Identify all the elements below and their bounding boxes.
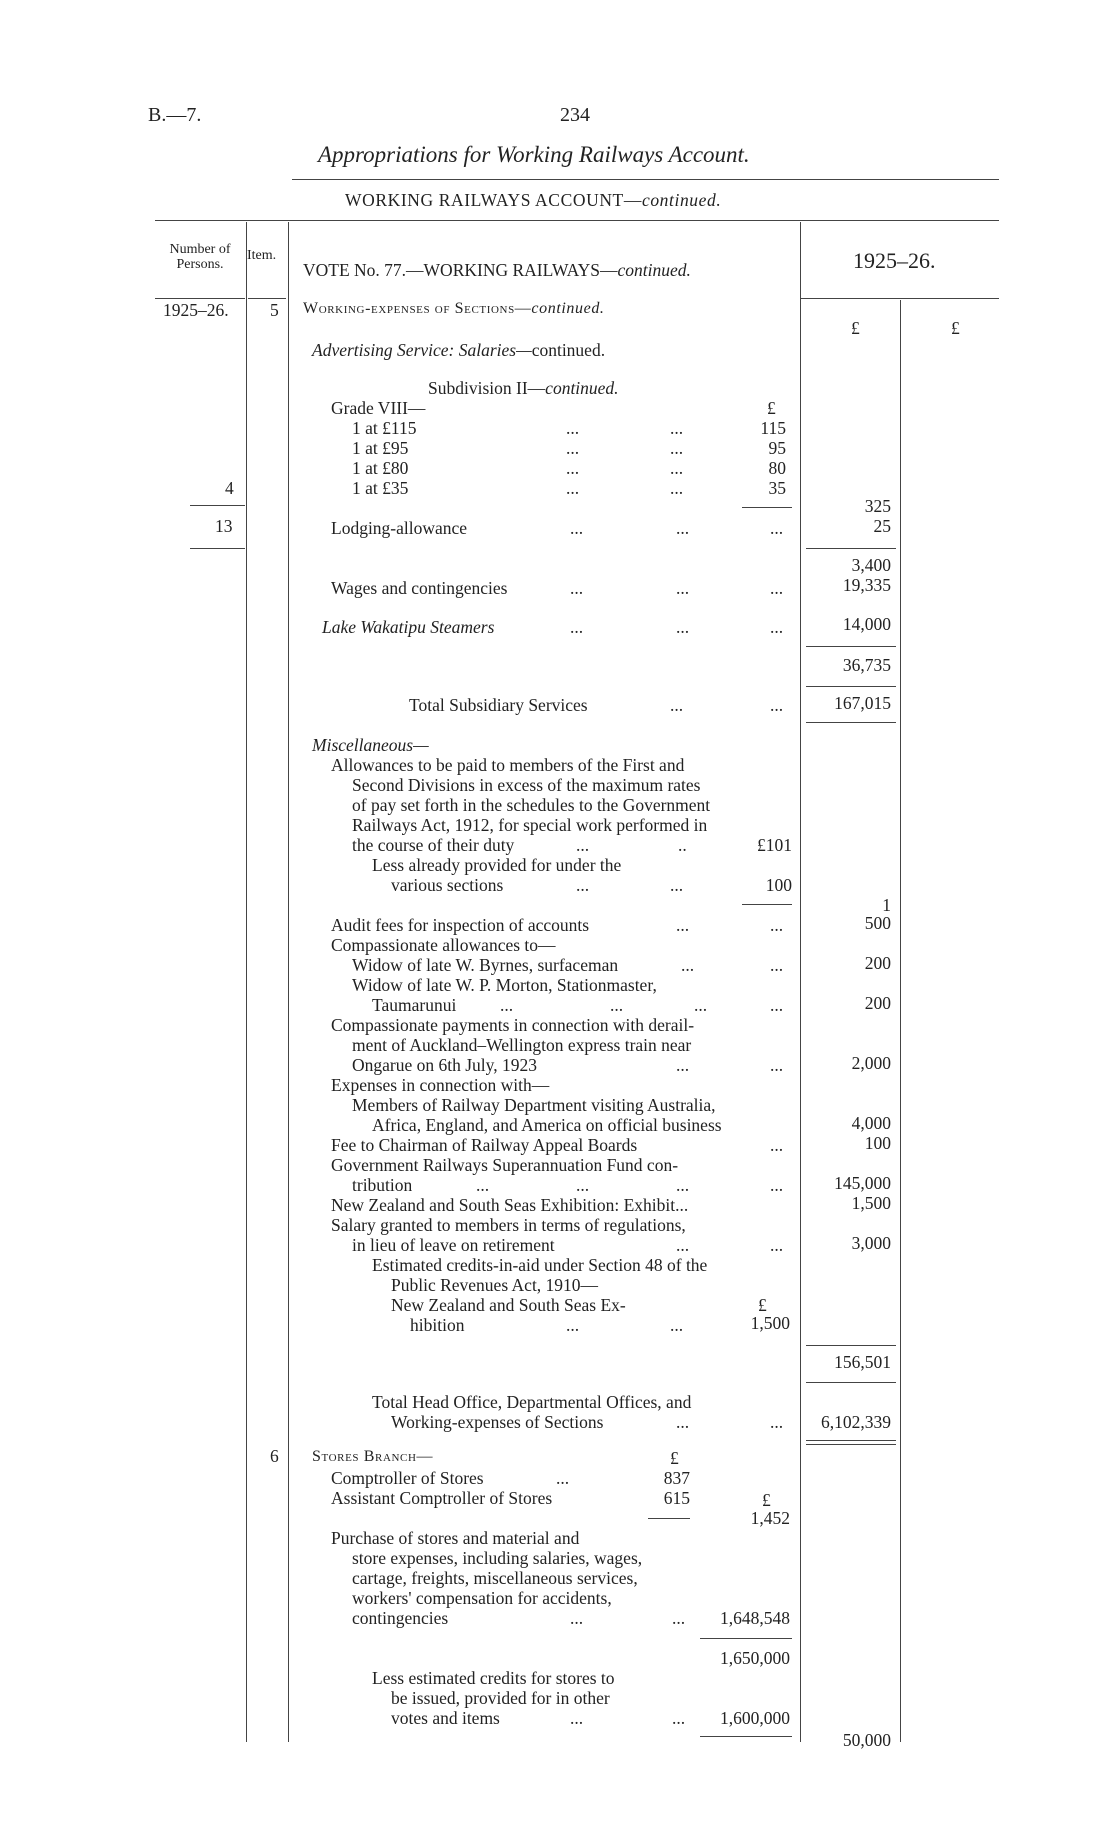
subtotal-rule bbox=[806, 548, 896, 549]
leader-dots: ... bbox=[770, 1135, 784, 1155]
leader-dots: ... bbox=[670, 695, 684, 715]
morton-label: Taumarunui bbox=[372, 995, 457, 1015]
grade-line-amount: 115 bbox=[760, 418, 786, 438]
section-total-under-rule bbox=[806, 686, 896, 687]
header-rule-year bbox=[801, 298, 999, 299]
leader-dots: ... bbox=[570, 617, 584, 637]
audit-label: Audit fees for inspection of accounts bbox=[331, 915, 590, 935]
assistant-label: Assistant Comptroller of Stores bbox=[331, 1488, 553, 1508]
leader-dots: ... bbox=[676, 1235, 690, 1255]
leader-dots: ... bbox=[570, 518, 584, 538]
exhibition-label: New Zealand and South Seas Exhibition: Exhibit... bbox=[331, 1195, 689, 1215]
grade-line-amount: 35 bbox=[768, 478, 786, 498]
credits-text: hibition bbox=[410, 1315, 465, 1335]
leader-dots: ... bbox=[676, 915, 690, 935]
head-office-rule-2 bbox=[806, 1444, 896, 1445]
leader-dots: ... bbox=[670, 438, 684, 458]
leader-dots: ... bbox=[570, 1608, 584, 1628]
leader-dots: ... bbox=[672, 1708, 686, 1728]
persons-year: 1925–26. bbox=[163, 300, 229, 320]
credits-text: New Zealand and South Seas Ex- bbox=[391, 1295, 626, 1315]
fee-amount: 100 bbox=[864, 1133, 891, 1153]
audit-amount: 500 bbox=[864, 913, 891, 933]
persons-lodging: 13 bbox=[215, 516, 233, 536]
leader-dots: ... bbox=[570, 578, 584, 598]
byrnes-label: Widow of late W. Byrnes, surfaceman bbox=[352, 955, 619, 975]
amount-column-rule bbox=[800, 222, 801, 1742]
leader-dots: ... bbox=[670, 418, 684, 438]
subsidiary-total: 167,015 bbox=[834, 693, 891, 713]
comptroller-label: Comptroller of Stores bbox=[331, 1468, 484, 1488]
year-header: 1925–26. bbox=[853, 248, 936, 273]
allowance-less-text: various sections bbox=[391, 875, 504, 895]
grade-sum-rule bbox=[742, 507, 792, 508]
vote-heading: VOTE No. 77.—WORKING RAILWAYS—continued. bbox=[303, 260, 691, 280]
leader-dots: ... bbox=[476, 1175, 490, 1195]
stores-gross: 1,650,000 bbox=[720, 1648, 790, 1668]
section-total: 36,735 bbox=[842, 655, 891, 675]
less-credits-text: Less estimated credits for stores to bbox=[372, 1668, 615, 1688]
leader-dots: ... bbox=[670, 1315, 684, 1335]
subsidiary-label: Total Subsidiary Services bbox=[409, 695, 588, 715]
item-number-6: 6 bbox=[270, 1446, 279, 1466]
page-number: 234 bbox=[560, 104, 590, 126]
compassionate-heading: Compassionate allowances to— bbox=[331, 935, 556, 955]
grade-line-label: 1 at £115 bbox=[352, 418, 417, 438]
staff-total: 1,452 bbox=[750, 1508, 790, 1528]
persons-rule-1 bbox=[190, 505, 245, 506]
purchase-text: contingencies bbox=[352, 1608, 449, 1628]
superannuation-text: Government Railways Superannuation Fund con- bbox=[331, 1155, 679, 1175]
salary-amount: 3,000 bbox=[851, 1233, 891, 1253]
section-subtitle: WORKING RAILWAYS ACCOUNT—continued. bbox=[345, 190, 722, 210]
members-amount: 4,000 bbox=[851, 1113, 891, 1133]
credits-text: Public Revenues Act, 1910— bbox=[391, 1275, 599, 1295]
leader-dots: ... bbox=[610, 995, 624, 1015]
purchase-text: workers' compensation for accidents, bbox=[352, 1588, 612, 1608]
purchase-text: store expenses, including salaries, wages, bbox=[352, 1548, 643, 1568]
header-rule-persons bbox=[155, 298, 245, 299]
leader-dots: ... bbox=[770, 995, 784, 1015]
leader-dots: ... bbox=[770, 518, 784, 538]
grade-pound-sign: £ bbox=[767, 398, 776, 418]
fee-label: Fee to Chairman of Railway Appeal Boards bbox=[331, 1135, 638, 1155]
allowance-text: Allowances to be paid to members of the First and bbox=[331, 755, 685, 775]
item-column-header: Item. bbox=[247, 248, 277, 263]
allowance-text: of pay set forth in the schedules to the Government bbox=[352, 795, 711, 815]
allowance-text: Second Divisions in excess of the maximum rates bbox=[352, 775, 701, 795]
comptroller-amount: 837 bbox=[663, 1468, 690, 1488]
credits-amount: 1,500 bbox=[750, 1313, 790, 1333]
leader-dots: ... bbox=[770, 955, 784, 975]
lodging-label: Lodging-allowance bbox=[331, 518, 468, 538]
leader-dots: ... bbox=[670, 478, 684, 498]
allowance-net: 1 bbox=[882, 895, 891, 915]
misc-total-under-rule bbox=[806, 1382, 896, 1383]
less-credits-text: votes and items bbox=[391, 1708, 500, 1728]
page-title: Appropriations for Working Railways Account. bbox=[318, 142, 750, 167]
allowance-text: Railways Act, 1912, for special work performed in bbox=[352, 815, 708, 835]
page-reference: B.—7. bbox=[148, 104, 202, 126]
members-text: Africa, England, and America on official business bbox=[372, 1115, 722, 1135]
leader-dots: ... bbox=[576, 1175, 590, 1195]
leader-dots: ... bbox=[566, 438, 580, 458]
purchase-text: Purchase of stores and material and bbox=[331, 1528, 580, 1548]
total-column-rule bbox=[900, 300, 901, 1742]
wakatipu-label: Lake Wakatipu Steamers bbox=[322, 617, 495, 637]
grade-line-label: 1 at £95 bbox=[352, 438, 409, 458]
column2-pound-sign: £ bbox=[851, 318, 860, 338]
expenses-heading: Expenses in connection with— bbox=[331, 1075, 550, 1095]
staff-sum-rule bbox=[648, 1518, 690, 1519]
misc-heading: Miscellaneous— bbox=[312, 735, 429, 755]
byrnes-amount: 200 bbox=[864, 953, 891, 973]
superannuation-text: tribution bbox=[352, 1175, 413, 1195]
wages-label: Wages and contingencies bbox=[331, 578, 508, 598]
credits-pound-sign: £ bbox=[758, 1295, 767, 1315]
members-text: Members of Railway Department visiting Australia, bbox=[352, 1095, 716, 1115]
persons-rule-2 bbox=[190, 548, 245, 549]
title-rule bbox=[292, 179, 999, 180]
leader-dots: ... bbox=[770, 1235, 784, 1255]
item-number-5: 5 bbox=[270, 300, 279, 320]
purchase-text: cartage, freights, miscellaneous services, bbox=[352, 1568, 638, 1588]
leader-dots: ... bbox=[566, 1315, 580, 1335]
persons-column-rule bbox=[246, 222, 247, 1742]
leader-dots: ... bbox=[770, 695, 784, 715]
item-column-rule bbox=[288, 222, 289, 1742]
allowance-less-text: Less already provided for under the bbox=[372, 855, 622, 875]
allowance-text: the course of their duty bbox=[352, 835, 515, 855]
leader-dots: ... bbox=[672, 1608, 686, 1628]
derailment-text: ment of Auckland–Wellington express train near bbox=[352, 1035, 692, 1055]
purchase-sum-rule bbox=[700, 1638, 792, 1639]
stores-pound-sign: £ bbox=[670, 1448, 679, 1468]
persons-column-header: Number of Persons. bbox=[169, 242, 231, 272]
leader-dots: ... bbox=[694, 995, 708, 1015]
leader-dots: ... bbox=[556, 1468, 570, 1488]
leader-dots: ... bbox=[566, 418, 580, 438]
wakatipu-amount: 14,000 bbox=[842, 614, 891, 634]
head-office-text: Working-expenses of Sections bbox=[391, 1412, 604, 1432]
grade-heading: Grade VIII— bbox=[331, 398, 426, 418]
leader-dots: ... bbox=[676, 1412, 690, 1432]
less-credits-text: be issued, provided for in other bbox=[391, 1688, 610, 1708]
head-office-total: 6,102,339 bbox=[821, 1412, 891, 1432]
leader-dots: ... bbox=[770, 578, 784, 598]
allowance-rule bbox=[742, 904, 792, 905]
leader-dots: ... bbox=[676, 578, 690, 598]
morton-label: Widow of late W. P. Morton, Stationmaster, bbox=[352, 975, 657, 995]
leader-dots: ... bbox=[770, 617, 784, 637]
leader-dots: ... bbox=[500, 995, 514, 1015]
leader-dots: ... bbox=[676, 1175, 690, 1195]
table-top-rule bbox=[155, 220, 999, 221]
less-credits-rule bbox=[700, 1736, 792, 1737]
leader-dots: ... bbox=[570, 1708, 584, 1728]
grade-line-amount: 80 bbox=[768, 458, 786, 478]
credits-text: Estimated credits-in-aid under Section 48 of the bbox=[372, 1255, 708, 1275]
stores-heading: Stores Branch— bbox=[312, 1448, 434, 1465]
leader-dots: ... bbox=[676, 1055, 690, 1075]
leader-dots: .. bbox=[678, 835, 687, 855]
exhibition-amount: 1,500 bbox=[851, 1193, 891, 1213]
grade-line-label: 1 at £80 bbox=[352, 458, 409, 478]
morton-amount: 200 bbox=[864, 993, 891, 1013]
salary-text: in lieu of leave on retirement bbox=[352, 1235, 555, 1255]
advertising-heading: Advertising Service: Salaries—continued. bbox=[312, 340, 606, 360]
leader-dots: ... bbox=[670, 875, 684, 895]
leader-dots: ... bbox=[676, 518, 690, 538]
leader-dots: ... bbox=[770, 1055, 784, 1075]
subdivision-heading: Subdivision II—continued. bbox=[428, 378, 619, 398]
leader-dots: ... bbox=[770, 1175, 784, 1195]
allowance-gross: £101 bbox=[757, 835, 792, 855]
superannuation-amount: 145,000 bbox=[834, 1173, 891, 1193]
leader-dots: ... bbox=[566, 458, 580, 478]
wages-amount: 19,335 bbox=[842, 575, 891, 595]
purchase-amount: 1,648,548 bbox=[720, 1608, 790, 1628]
leader-dots: ... bbox=[670, 458, 684, 478]
leader-dots: ... bbox=[770, 915, 784, 935]
section-total-rule bbox=[806, 646, 896, 647]
grade-total: 325 bbox=[864, 496, 891, 516]
leader-dots: ... bbox=[681, 955, 695, 975]
subsidiary-under-rule bbox=[806, 722, 896, 723]
misc-total-rule bbox=[806, 1345, 896, 1346]
grade-line-amount: 95 bbox=[768, 438, 786, 458]
leader-dots: ... bbox=[566, 478, 580, 498]
assistant-amount: 615 bbox=[663, 1488, 690, 1508]
stores-net: 50,000 bbox=[842, 1730, 891, 1750]
derailment-text: Compassionate payments in connection with derail- bbox=[331, 1015, 695, 1035]
lodging-amount: 25 bbox=[873, 516, 891, 536]
allowance-less-amount: 100 bbox=[765, 875, 792, 895]
persons-grade8: 4 bbox=[225, 478, 234, 498]
leader-dots: ... bbox=[576, 835, 590, 855]
salaries-subtotal: 3,400 bbox=[851, 555, 891, 575]
stores-pound-sign-2: £ bbox=[762, 1490, 771, 1510]
leader-dots: ... bbox=[676, 617, 690, 637]
working-expenses-heading: Working-expenses of Sections—continued. bbox=[303, 300, 605, 317]
salary-text: Salary granted to members in terms of regulations, bbox=[331, 1215, 686, 1235]
derailment-amount: 2,000 bbox=[851, 1053, 891, 1073]
header-rule-item bbox=[248, 298, 286, 299]
misc-total: 156,501 bbox=[834, 1352, 891, 1372]
less-credits-amount: 1,600,000 bbox=[720, 1708, 790, 1728]
derailment-text: Ongarue on 6th July, 1923 bbox=[352, 1055, 538, 1075]
column3-pound-sign: £ bbox=[951, 318, 960, 338]
leader-dots: ... bbox=[770, 1412, 784, 1432]
head-office-rule-1 bbox=[806, 1440, 896, 1441]
leader-dots: ... bbox=[576, 875, 590, 895]
grade-line-label: 1 at £35 bbox=[352, 478, 409, 498]
head-office-text: Total Head Office, Departmental Offices, and bbox=[372, 1392, 692, 1412]
